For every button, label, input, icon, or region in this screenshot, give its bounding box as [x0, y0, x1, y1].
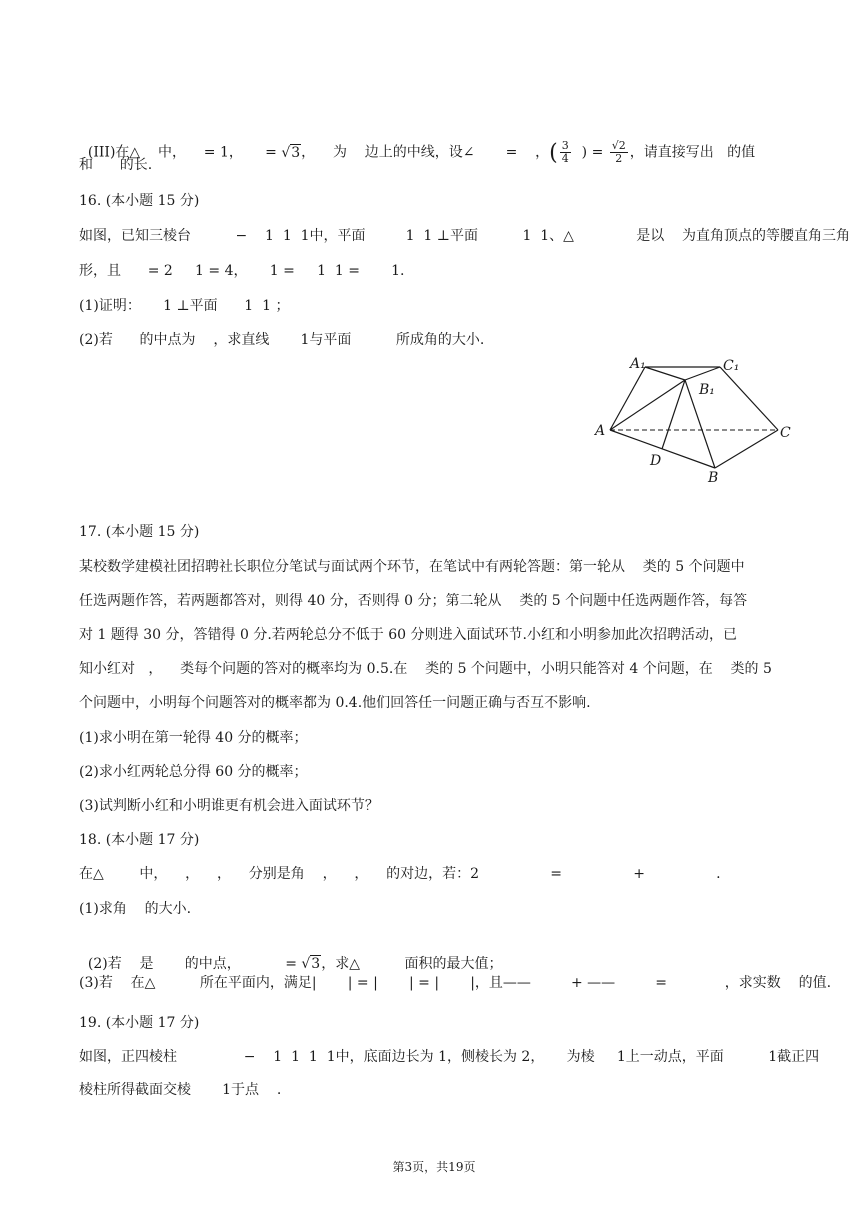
- q17-line2: 任选两题作答，若两题都答对，则得 40 分，否则得 0 分；第二轮从 类的 5 个问题中任选两题作答，每答: [79, 593, 748, 609]
- page-footer: 第3页，共19页: [392, 1160, 476, 1174]
- text-segment: (2)若 是 的中点， =: [87, 956, 302, 972]
- text-segment: ) =: [572, 144, 608, 161]
- q16-line1: 如图，已知三棱台 − 1 1 1中，平面 1 1 ⊥平面 1 1、△ 是以 为直角顶点的等腰直角三角: [79, 228, 851, 244]
- label-a1: A₁: [630, 356, 646, 372]
- label-c1: C₁: [723, 358, 740, 374]
- triangular-frustum-figure: [590, 350, 800, 490]
- fraction-numerator: √2: [611, 139, 626, 152]
- label-c: C: [780, 425, 791, 441]
- fraction-denominator: 4: [561, 152, 569, 165]
- text-segment: ，求△ 面积的最大值；: [321, 956, 503, 972]
- fraction-numerator: 3: [561, 139, 569, 152]
- label-b1: B₁: [699, 382, 715, 398]
- segment-d-b1: [662, 380, 685, 449]
- q19-line1: 如图，正四棱柱 − 1 1 1 1中，底面边长为 1，侧棱长为 2， 为棱 1上一动点，平面 1截正四: [79, 1049, 820, 1065]
- label-d: D: [650, 453, 662, 469]
- left-paren: (: [549, 140, 558, 166]
- text-segment: ，请直接写出 的值: [629, 144, 756, 161]
- q17-line3: 对 1 题得 30 分，答错得 0 分.若两轮总分不低于 60 分则进入面试环节.小红和小明参加此次招聘活动，已: [79, 627, 737, 643]
- q19-title: 19. (本小题 17 分): [79, 1015, 200, 1031]
- q17-part1: (1)求小明在第一轮得 40 分的概率；: [79, 730, 308, 746]
- edge-a-a1: [610, 367, 645, 430]
- q17-line5: 个问题中，小明每个问题答对的概率都为 0.4.他们回答任一问题正确与否互不影响.: [79, 695, 591, 711]
- q18-part1: (1)求角 的大小.: [79, 901, 192, 917]
- q16-part2: (2)若 的中点为 ，求直线 1与平面 所成角的大小.: [79, 332, 485, 348]
- edge-c1-c: [720, 367, 778, 430]
- q19-line2: 棱柱所得截面交棱 1于点 .: [79, 1082, 282, 1098]
- q16-line2: 形，且 = 2 1 = 4， 1 = 1 1 = 1.: [79, 263, 405, 279]
- edge-b-c: [715, 430, 778, 468]
- sqrt-3: √3: [281, 144, 301, 161]
- q18-part2: [79, 934, 808, 974]
- q17-part2: (2)求小红两轮总分得 60 分的概率；: [79, 764, 308, 780]
- label-b: B: [708, 470, 719, 486]
- fraction-denominator: 2: [615, 152, 623, 165]
- edge-a1-b1: [645, 367, 685, 380]
- q18-line1: 在△ 中， ， ， 分别是角 ， ， 的对边，若：2 = + .: [79, 866, 721, 882]
- sqrt-radicand: 3: [291, 144, 301, 161]
- q16-title: 16. (本小题 15 分): [79, 193, 200, 209]
- q17-title: 17. (本小题 15 分): [79, 524, 200, 540]
- label-a: A: [595, 423, 606, 439]
- text-segment: ， 为 边上的中线，设∠ = ，: [301, 144, 550, 161]
- sqrt-radicand: 3: [311, 956, 321, 972]
- q17-line4: 知小红对 ， 类每个问题的答对的概率均为 0.5.在 类的 5 个问题中，小明只能答对 4 个问题，在 类的 5: [79, 661, 772, 677]
- edge-b1-c1: [685, 367, 720, 380]
- segment-a-b1: [610, 380, 685, 430]
- q15-part3-line2: 和 的长.: [79, 157, 153, 173]
- q17-part3: (3)试判断小红和小明谁更有机会进入面试环节？: [79, 798, 379, 814]
- text-segment: (III)在△ 中， = 1， =: [87, 144, 282, 161]
- sqrt-3: √3: [301, 956, 321, 972]
- q16-part1: (1)证明： 1 ⊥平面 1 1 ；: [79, 298, 290, 314]
- q18-part3: (3)若 在△ 所在平面内，满足| | = | | = | |，且—— + —— = ，求实数 的值.: [79, 975, 832, 991]
- q17-line1: 某校数学建模社团招聘社长职位分笔试与面试两个环节，在笔试中有两轮答题：第一轮从 类的 5 个问题中: [79, 559, 745, 575]
- q18-title: 18. (本小题 17 分): [79, 832, 200, 848]
